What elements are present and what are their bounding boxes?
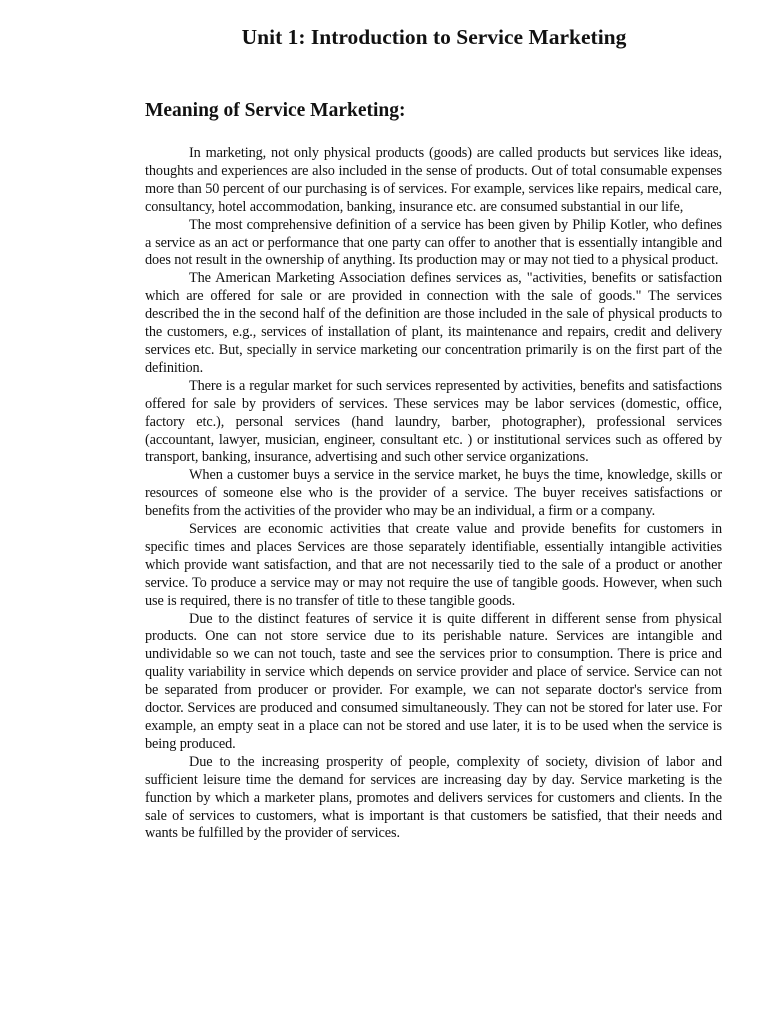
paragraph-economic-activities: Services are economic activities that create value and provide benefits for customers in specific times and places Services are those separately identifiable, essentially intangible activities which provide want satisfaction, and that are not necessarily tied to the sale of a product or another service. To produce a service may or may not require the use of tangible goods. However, when such use is required, there is no transfer of title to these tangible goods. bbox=[145, 521, 722, 609]
paragraph-kotler-definition: The most comprehensive definition of a service has been given by Philip Kotler, who defines a service as an act or performance that one party can offer to another that is essentially intangible and does not result in the ownership of anything. Its production may or may not tied to a physical product. bbox=[145, 216, 722, 269]
paragraph-goods-and-services: In marketing, not only physical products (goods) are called products but services like ideas, thoughts and experiences are also included in the sense of products. Out of total consumable expenses more than 50 percent of our purchasing is of services. For example, services like repairs, medical care, consultancy, hotel accommodation, banking, insurance etc. are consumed substantial in our life, bbox=[145, 145, 722, 215]
paragraph-ama-definition: The American Marketing Association defines services as, "activities, benefits or satisfaction which are offered for sale or are provided in connection with the sale of goods." The services described the in the second half of the definition are those included in the sale of physical products to the customers, e.g., services of installation of plant, its maintenance and repairs, credit and delivery services etc. But, specially in service marketing our concentration primarily is on the first part of the definition. bbox=[145, 270, 722, 376]
paragraph-distinct-features: Due to the distinct features of service it is quite different in different sense from physical products. One can not store service due to its perishable nature. Services are intangible and undividable so we can not touch, taste and see the services prior to consumption. There is price and quality variability in service which depends on service provider and place of service. Service can not be separated from producer or provider. For example, we can not separate doctor's service from doctor. Services are produced and consumed simultaneously. They can not be stored for later use. For example, an empty seat in a place can not be stored and use later, it is to be used when the service is being produced. bbox=[145, 610, 722, 752]
unit-title: Unit 1: Introduction to Service Marketing bbox=[241, 25, 627, 49]
body-text bbox=[145, 145, 722, 843]
paragraph-customer-buys-service: When a customer buys a service in the service market, he buys the time, knowledge, skills or resources of someone else who is the provider of a service. The buyer receives satisfactions or benefits from the activities of the provider who may be an individual, a firm or a company. bbox=[145, 467, 722, 520]
section-heading: Meaning of Service Marketing: bbox=[145, 100, 406, 121]
paragraph-service-market: There is a regular market for such services represented by activities, benefits and satisfactions offered for sale by providers of services. These services may be labor services (domestic, office, factory etc.), personal services (hand laundry, barber, photographer), professional services (accountant, lawyer, musician, engineer, consultant etc. ) or institutional services such as offered by transport, banking, insurance, advertising and such other service organizations. bbox=[145, 377, 722, 466]
paragraph-increasing-demand: Due to the increasing prosperity of people, complexity of society, division of labor and sufficient leisure time the demand for services are increasing day by day. Service marketing is the function by which a marketer plans, promotes and delivers services for customers and clients. In the sale of services to customers, what is important is that customers be satisfied, that their needs and wants be fulfilled by the provider of services. bbox=[145, 753, 722, 842]
